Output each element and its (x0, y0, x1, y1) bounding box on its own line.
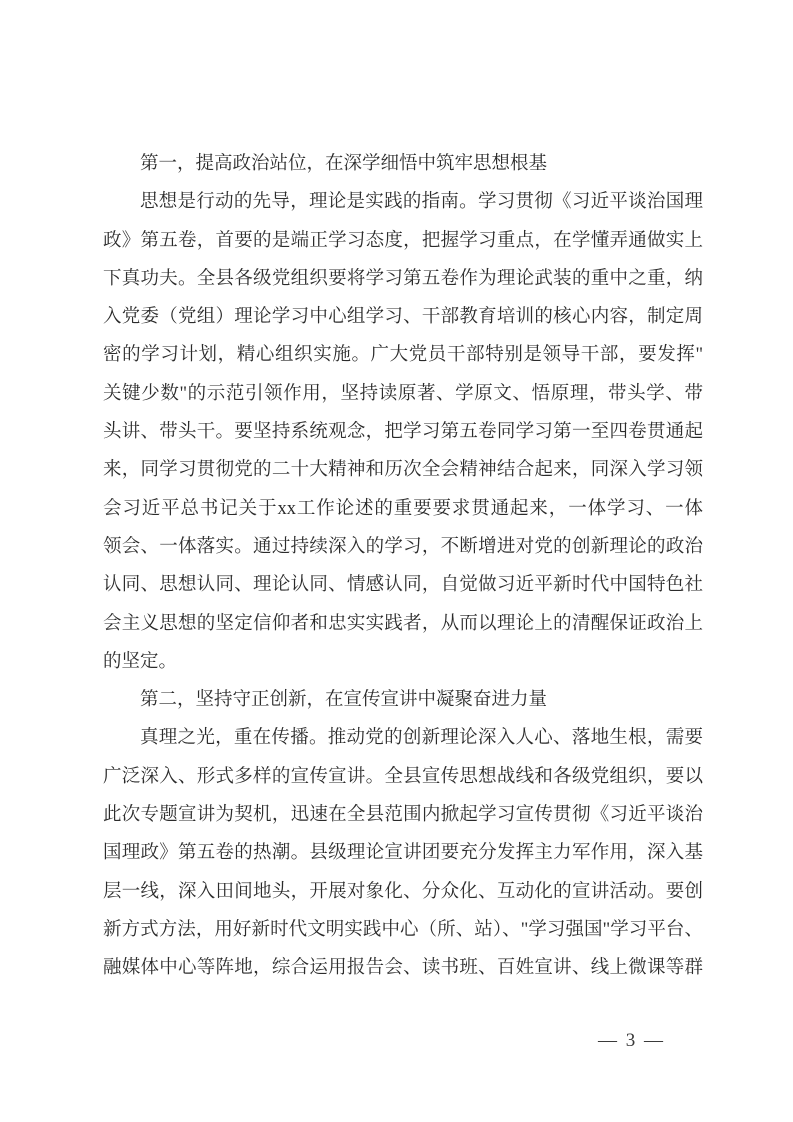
text-line: 下真功夫。全县各级党组织要将学习第五卷作为理论武装的重中之重，纳 (103, 268, 703, 289)
text-line: 的坚定。 (103, 651, 178, 672)
text-line: 此次专题宣讲为契机，迅速在全县范围内掀起学习宣传贯彻《习近平谈治 (103, 805, 703, 826)
text-line: 层一线，深入田间地头，开展对象化、分众化、互动化的宣讲活动。要创 (103, 881, 703, 902)
page-number: — 3 — (598, 1030, 665, 1051)
text-line: 会习近平总书记关于xx工作论述的重要要求贯通起来，一体学习、一体 (103, 498, 703, 519)
text-line: 融媒体中心等阵地，综合运用报告会、读书班、百姓宣讲、线上微课等群 (103, 958, 703, 979)
text-line: 关键少数"的示范引领作用，坚持读原著、学原文、悟原理，带头学、带 (103, 383, 703, 404)
document-body (103, 145, 703, 988)
section-2-heading: 第二，坚持守正创新，在宣传宣讲中凝聚奋进力量 (140, 690, 548, 711)
text-line: 头讲、带头干。要坚持系统观念，把学习第五卷同学习第一至四卷贯通起 (103, 422, 703, 443)
text-line: 来，同学习贯彻党的二十大精神和历次全会精神结合起来，同深入学习领 (103, 460, 703, 481)
text-line: 认同、思想认同、理论认同、情感认同，自觉做习近平新时代中国特色社 (103, 575, 703, 596)
text-line: 国理政》第五卷的热潮。县级理论宣讲团要充分发挥主力军作用，深入基 (103, 843, 703, 864)
text-line: 新方式方法，用好新时代文明实践中心（所、站）、"学习强国"学习平台、 (103, 919, 703, 940)
section-1-heading: 第一，提高政治站位，在深学细悟中筑牢思想根基 (140, 154, 548, 174)
text-line: 广泛深入、形式多样的宣传宣讲。全县宣传思想战线和各级党组织，要以 (103, 766, 703, 787)
text-line: 真理之光，重在传播。推动党的创新理论深入人心、落地生根，需要 (140, 728, 703, 749)
text-line: 入党委（党组）理论学习中心组学习、干部教育培训的核心内容，制定周 (103, 307, 703, 328)
text-line: 政》第五卷，首要的是端正学习态度，把握学习重点，在学懂弄通做实上 (103, 230, 703, 251)
text-line: 领会、一体落实。通过持续深入的学习，不断增进对党的创新理论的政治 (103, 536, 703, 557)
text-line: 密的学习计划，精心组织实施。广大党员干部特别是领导干部，要发挥" (103, 345, 703, 366)
text-line: 思想是行动的先导，理论是实践的指南。学习贯彻《习近平谈治国理 (140, 192, 703, 213)
text-line: 会主义思想的坚定信仰者和忠实实践者，从而以理论上的清醒保证政治上 (103, 613, 703, 634)
